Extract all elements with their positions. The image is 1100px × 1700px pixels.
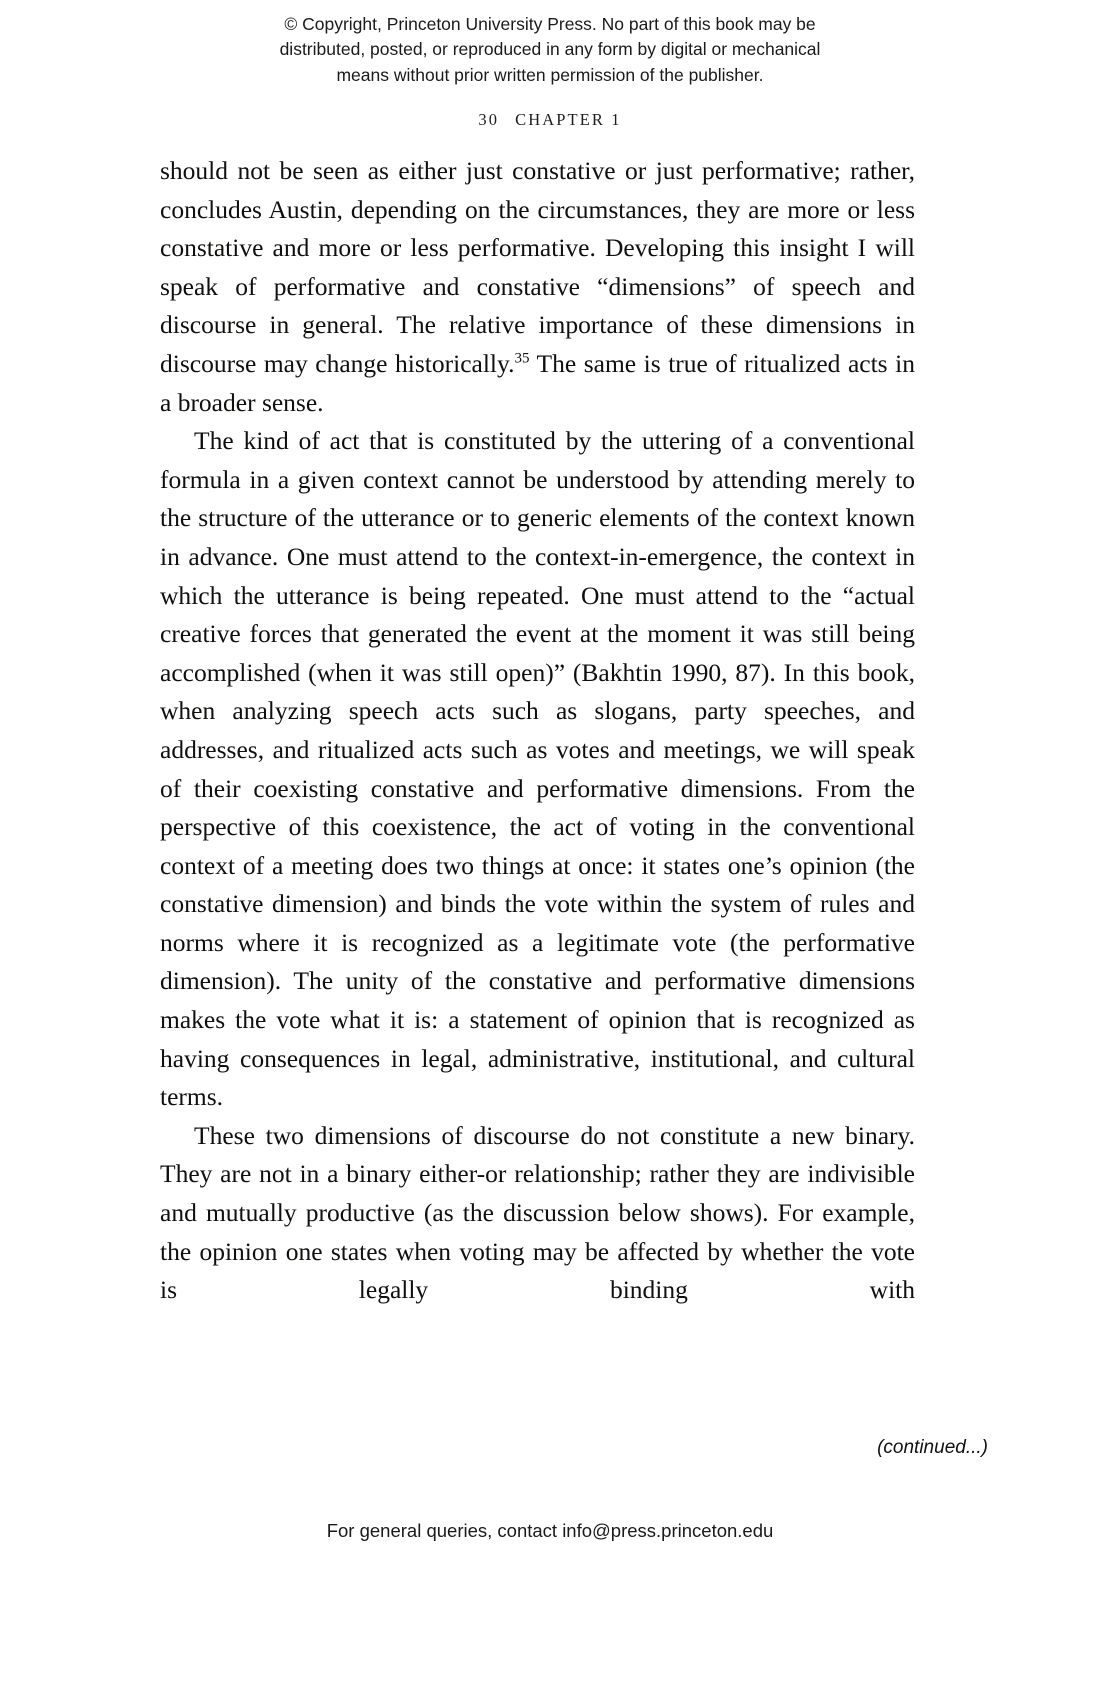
- paragraph-continuation: [160, 152, 915, 422]
- paragraph-2: The kind of act that is constituted by the uttering of a conventional formula in a given context cannot be understood by attending merely to the structure of the utterance or to generic elements of the context known in advance. One must attend to the context-in-emergence, the context in which the utterance is being repeated. One must attend to the “actual creative forces that generated the event at the moment it was still being accomplished (when it was still open)” (Bakhtin 1990, 87). In this book, when analyzing speech acts such as slogans, party speeches, and addresses, and ritualized acts such as votes and meetings, we will speak of their coexisting constative and performative dimensions. From the perspective of this coexistence, the act of voting in the conventional context of a meeting does two things at once: it states one’s opinion (the constative dimension) and binds the vote within the system of rules and norms where it is recognized as a legitimate vote (the performative dimension). The unity of the constative and performative dimensions makes the vote what it is: a statement of opinion that is recognized as having consequences in legal, administrative, institutional, and cultural terms.: [160, 426, 915, 1112]
- paragraph-1-text-tail: The same is true of ritualized acts in a broader sense.: [160, 348, 915, 417]
- copyright-notice: [0, 12, 1100, 88]
- chapter-label: CHAPTER 1: [515, 110, 622, 129]
- footer-query: For general queries, contact info@press.princeton.edu: [326, 1520, 774, 1541]
- paragraph-3: These two dimensions of discourse do not constitute a new binary. They are not in a binary either-or relationship; rather they are indivisible and mutually productive (as the discussion below shows). For example, the opinion one states when voting may be affected by whether the vote is legally binding with: [160, 1120, 915, 1305]
- page-number: 30: [478, 110, 500, 129]
- paragraph-1-text: should not be seen as either just constative or just performative; rather, concludes Austin, depending on the circumstances, they are more or less constative and more or less performative. Developing this insight I will speak of performative and constative “dimensions” of speech and discourse in general. The relative importance of these dimensions in discourse may change historically.: [160, 156, 915, 378]
- running-head: [0, 110, 1100, 130]
- continued-note: (continued...): [877, 1437, 988, 1458]
- body-text: [160, 152, 915, 1310]
- copyright-line-1: © Copyright, Princeton University Press. No part of this book may be: [284, 14, 816, 34]
- copyright-line-3: means without prior written permission of the publisher.: [336, 64, 764, 85]
- copyright-line-2: distributed, posted, or reproduced in any form by digital or mechanical: [279, 39, 821, 60]
- footnote-marker-35: 35: [514, 350, 530, 367]
